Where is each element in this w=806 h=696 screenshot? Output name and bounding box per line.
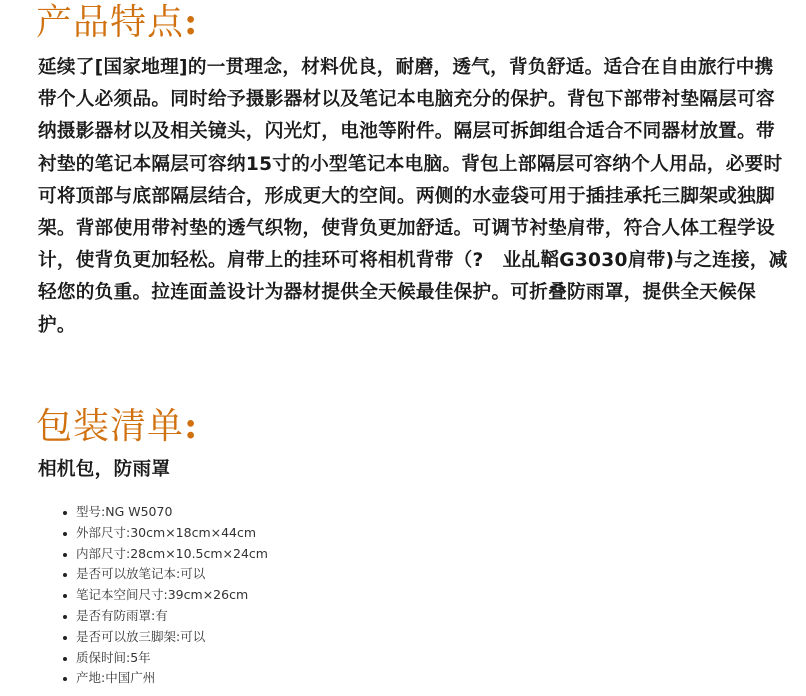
spec-item-external-size: 外部尺寸:30cm×18cm×44cm <box>76 523 268 544</box>
spec-value: 可以 <box>180 566 206 582</box>
spec-value: 中国广州 <box>105 670 156 686</box>
spec-item-tripod: 是否可以放三脚架:可以 <box>76 627 268 648</box>
spec-value: 5年 <box>130 649 151 665</box>
spec-item-internal-size: 内部尺寸:28cm×10.5cm×24cm <box>76 544 268 565</box>
spec-value: 有 <box>155 607 168 623</box>
product-features-heading <box>36 0 198 45</box>
heading-colon: : <box>184 1 199 43</box>
spec-value: 可以 <box>180 628 206 644</box>
spec-list <box>56 502 268 689</box>
spec-value: 39cm×26cm <box>167 587 249 603</box>
spec-label: 型号 <box>76 504 102 519</box>
spec-label: 质保时间 <box>76 649 127 665</box>
spec-item-laptop-fit: 是否可以放笔记本:可以 <box>76 564 268 585</box>
product-description: 延续了[国家地理]的一贯理念，材料优良，耐磨，透气，背负舒适。适合在自由旅行中携带个人必须品。同时给予摄影器材以及笔记本电脑充分的保护。背包下部带衬垫隔层可容纳摄影器材以及相关镜头，闪光灯，电池等附件。隔层可拆卸组合适合不同器材放置。带衬垫的笔记本隔层可容纳15寸的小型笔记本电脑。背包上部隔层可容纳个人用品，必要时可将顶部与底部隔层结合，形成更大的空间。两侧的水壶袋可用于插挂承托三脚架或独脚架。背部使用带衬垫的透气织物，使背负更加舒适。可调节衬垫肩带，符合人体工程学设计，使背负更加轻松。肩带上的挂环可将相机背带（? 业乩鞱G3030肩带)与之连接，减轻您的负重。拉连面盖设计为器材提供全天候最佳保护。可折叠防雨罩，提供全天候保护。 <box>38 57 788 336</box>
spec-item-rain-cover: 是否有防雨罩:有 <box>76 606 268 627</box>
spec-value: 30cm×18cm×44cm <box>130 524 257 540</box>
package-contents: 相机包，防雨罩 <box>38 459 171 480</box>
spec-item-warranty: 质保时间:5年 <box>76 648 268 669</box>
spec-label: 产地 <box>76 670 102 686</box>
spec-item-model: 型号:NG W5070 <box>76 502 268 523</box>
packing-list-heading-text: 包装清单 <box>36 406 185 447</box>
spec-label: 外部尺寸 <box>76 524 127 540</box>
spec-label: 是否有防雨罩 <box>76 607 152 623</box>
spec-item-laptop-space: 笔记本空间尺寸:39cm×26cm <box>76 585 268 606</box>
heading-colon: : <box>184 405 199 447</box>
packing-list-heading <box>36 404 198 449</box>
spec-value: 28cm×10.5cm×24cm <box>130 545 268 561</box>
spec-label: 内部尺寸 <box>76 545 127 561</box>
spec-item-origin: 产地:中国广州 <box>76 668 268 689</box>
spec-label: 是否可以放三脚架 <box>76 628 177 644</box>
spec-label: 是否可以放笔记本 <box>76 566 177 582</box>
spec-value: NG W5070 <box>105 504 173 519</box>
spec-label: 笔记本空间尺寸 <box>76 587 164 603</box>
product-features-heading-text: 产品特点 <box>36 2 185 43</box>
